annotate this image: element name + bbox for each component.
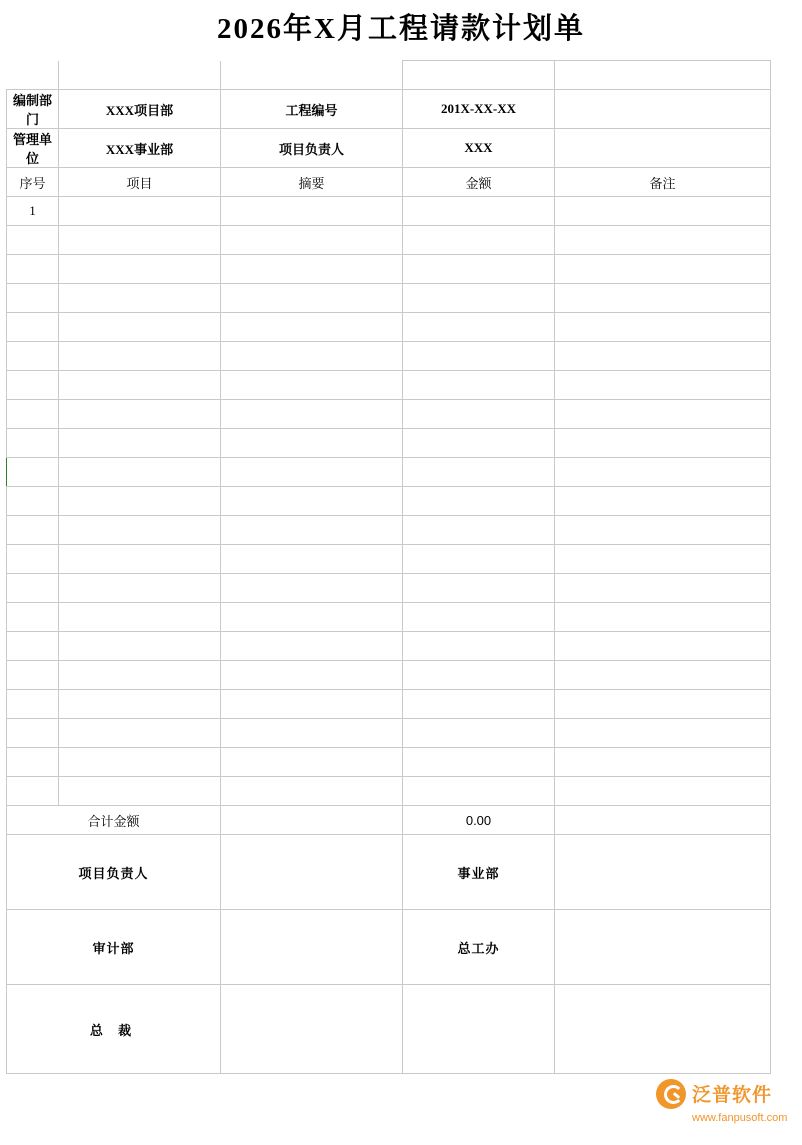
- brand-row: [656, 1079, 772, 1109]
- cell-item[interactable]: [59, 690, 221, 719]
- cell-remark[interactable]: [555, 197, 771, 226]
- cell-remark[interactable]: [555, 516, 771, 545]
- total-row: [7, 806, 771, 835]
- table-row[interactable]: [7, 632, 771, 661]
- info-value-dept: XXX项目部: [59, 90, 221, 129]
- cell-item[interactable]: [59, 197, 221, 226]
- cell-remark[interactable]: [555, 748, 771, 777]
- cell-item[interactable]: [59, 516, 221, 545]
- info-value-project-no: 201X-XX-XX: [403, 90, 555, 129]
- cell-remark[interactable]: [555, 342, 771, 371]
- cell-amount[interactable]: [403, 632, 555, 661]
- cell-amount[interactable]: [403, 429, 555, 458]
- spacer-row: [7, 61, 771, 90]
- cell-amount[interactable]: [403, 574, 555, 603]
- cell-no[interactable]: [7, 516, 59, 545]
- cell-amount[interactable]: [403, 458, 555, 487]
- signature-row: [7, 910, 771, 985]
- cell-remark[interactable]: [555, 632, 771, 661]
- table-row[interactable]: [7, 197, 771, 226]
- cell-summary[interactable]: [221, 603, 403, 632]
- cell-remark[interactable]: [555, 777, 771, 806]
- cell-summary[interactable]: [221, 313, 403, 342]
- cell-summary[interactable]: [221, 284, 403, 313]
- info-row: [7, 129, 771, 168]
- cell-amount[interactable]: [403, 516, 555, 545]
- request-plan-table: [6, 60, 771, 1074]
- cell-item[interactable]: [59, 342, 221, 371]
- table-row[interactable]: [7, 777, 771, 806]
- total-amount: 0.00: [403, 806, 555, 835]
- cell-item[interactable]: [59, 284, 221, 313]
- cell-no[interactable]: [7, 661, 59, 690]
- table-row[interactable]: [7, 342, 771, 371]
- cell-no[interactable]: [7, 719, 59, 748]
- cell-amount[interactable]: [403, 690, 555, 719]
- table-row[interactable]: [7, 371, 771, 400]
- table-row[interactable]: [7, 545, 771, 574]
- table-row[interactable]: [7, 226, 771, 255]
- cell-no[interactable]: [7, 690, 59, 719]
- cell-no[interactable]: [7, 458, 59, 487]
- cell-amount[interactable]: [403, 487, 555, 516]
- cell-amount[interactable]: [403, 255, 555, 284]
- cell-amount[interactable]: [403, 284, 555, 313]
- cell-amount[interactable]: [403, 197, 555, 226]
- cell-item[interactable]: [59, 574, 221, 603]
- cell-summary[interactable]: [221, 458, 403, 487]
- cell-summary[interactable]: [221, 487, 403, 516]
- cell-summary[interactable]: [221, 400, 403, 429]
- signature-president-value[interactable]: [403, 985, 555, 1074]
- cell-no[interactable]: [7, 487, 59, 516]
- cell-no[interactable]: 1: [7, 197, 59, 226]
- cell-item[interactable]: [59, 371, 221, 400]
- cell-no[interactable]: [7, 632, 59, 661]
- cell-summary[interactable]: [221, 342, 403, 371]
- cell-remark[interactable]: [555, 429, 771, 458]
- cell-remark[interactable]: [555, 487, 771, 516]
- cell-no[interactable]: [7, 429, 59, 458]
- column-header-remark: 备注: [555, 168, 771, 197]
- cell-remark[interactable]: [555, 603, 771, 632]
- cell-amount[interactable]: [403, 719, 555, 748]
- brand-url: www.fanpusoft.com: [692, 1111, 788, 1124]
- table-row[interactable]: [7, 487, 771, 516]
- cell-summary[interactable]: [221, 632, 403, 661]
- cell-remark[interactable]: [555, 661, 771, 690]
- cell-item[interactable]: [59, 313, 221, 342]
- cell-item[interactable]: [59, 429, 221, 458]
- table-row[interactable]: [7, 516, 771, 545]
- column-header-item: 项目: [59, 168, 221, 197]
- signature-chief-engineer-office: 总工办: [403, 910, 555, 985]
- cell-amount[interactable]: [403, 342, 555, 371]
- column-header-amount: 金额: [403, 168, 555, 197]
- cell-summary[interactable]: [221, 197, 403, 226]
- cell-no[interactable]: [7, 255, 59, 284]
- cell-no[interactable]: [7, 545, 59, 574]
- cell-item[interactable]: [59, 661, 221, 690]
- cell-summary[interactable]: [221, 516, 403, 545]
- table-row[interactable]: [7, 661, 771, 690]
- brand-name: 泛普软件: [692, 1085, 773, 1106]
- info-label-manager: 项目负责人: [221, 129, 403, 168]
- total-label: 合计金额: [7, 806, 221, 835]
- cell-remark[interactable]: [555, 574, 771, 603]
- cell-amount[interactable]: [403, 226, 555, 255]
- cell-no[interactable]: [7, 342, 59, 371]
- cell-item[interactable]: [59, 487, 221, 516]
- cell-remark[interactable]: [555, 690, 771, 719]
- table-row[interactable]: [7, 748, 771, 777]
- signature-project-manager: 项目负责人: [7, 835, 221, 910]
- table-row-selected[interactable]: [7, 458, 771, 487]
- cell-amount[interactable]: [403, 371, 555, 400]
- table-row[interactable]: [7, 690, 771, 719]
- table-row[interactable]: [7, 429, 771, 458]
- cell-item[interactable]: [59, 458, 221, 487]
- info-value-manager: XXX: [403, 129, 555, 168]
- cell-amount[interactable]: [403, 748, 555, 777]
- cell-remark[interactable]: [555, 371, 771, 400]
- cell-amount[interactable]: [403, 400, 555, 429]
- cell-item[interactable]: [59, 400, 221, 429]
- page-title: 2026年X月工程请款计划单: [217, 13, 585, 45]
- cell-remark[interactable]: [555, 255, 771, 284]
- cell-summary[interactable]: [221, 719, 403, 748]
- info-label-dept: 编制部门: [7, 90, 59, 129]
- cell-summary[interactable]: [221, 429, 403, 458]
- cell-item[interactable]: [59, 603, 221, 632]
- cell-summary[interactable]: [221, 545, 403, 574]
- info-label-project-no: 工程编号: [221, 90, 403, 129]
- cell-remark[interactable]: [555, 719, 771, 748]
- signature-row: [7, 835, 771, 910]
- cell-summary[interactable]: [221, 574, 403, 603]
- cell-no[interactable]: [7, 603, 59, 632]
- cell-summary[interactable]: [221, 255, 403, 284]
- cell-item[interactable]: [59, 719, 221, 748]
- cell-no[interactable]: [7, 777, 59, 806]
- table-header-row: [7, 168, 771, 197]
- cell-no[interactable]: [7, 574, 59, 603]
- table-row[interactable]: [7, 400, 771, 429]
- cell-item[interactable]: [59, 632, 221, 661]
- cell-amount[interactable]: [403, 777, 555, 806]
- cell-item[interactable]: [59, 545, 221, 574]
- cell-item[interactable]: [59, 748, 221, 777]
- table-row[interactable]: [7, 603, 771, 632]
- cell-summary[interactable]: [221, 777, 403, 806]
- cell-summary[interactable]: [221, 371, 403, 400]
- column-header-no: 序号: [7, 168, 59, 197]
- cell-item[interactable]: [59, 777, 221, 806]
- cell-amount[interactable]: [403, 313, 555, 342]
- cell-remark[interactable]: [555, 284, 771, 313]
- cell-remark[interactable]: [555, 458, 771, 487]
- signature-audit-dept: 审计部: [7, 910, 221, 985]
- cell-remark[interactable]: [555, 313, 771, 342]
- table-row[interactable]: [7, 719, 771, 748]
- brand-watermark: [656, 1075, 788, 1127]
- fanpu-logo-icon: [656, 1079, 686, 1109]
- info-value-unit: XXX事业部: [59, 129, 221, 168]
- cell-amount[interactable]: [403, 545, 555, 574]
- table-row[interactable]: [7, 313, 771, 342]
- cell-amount[interactable]: [403, 603, 555, 632]
- signature-row: [7, 985, 771, 1074]
- cell-no[interactable]: [7, 284, 59, 313]
- column-header-summary: 摘要: [221, 168, 403, 197]
- cell-item[interactable]: [59, 226, 221, 255]
- cell-remark[interactable]: [555, 545, 771, 574]
- signature-president: 总 裁: [7, 985, 221, 1074]
- info-row: [7, 90, 771, 129]
- cell-no[interactable]: [7, 371, 59, 400]
- info-label-unit: 管理单位: [7, 129, 59, 168]
- cell-summary[interactable]: [221, 748, 403, 777]
- cell-no[interactable]: [7, 313, 59, 342]
- cell-remark[interactable]: [555, 226, 771, 255]
- cell-item[interactable]: [59, 255, 221, 284]
- table-row[interactable]: [7, 255, 771, 284]
- cell-no[interactable]: [7, 226, 59, 255]
- cell-summary[interactable]: [221, 690, 403, 719]
- signature-business-unit: 事业部: [403, 835, 555, 910]
- table-row[interactable]: [7, 574, 771, 603]
- cell-no[interactable]: [7, 748, 59, 777]
- cell-summary[interactable]: [221, 226, 403, 255]
- table-row[interactable]: [7, 284, 771, 313]
- cell-remark[interactable]: [555, 400, 771, 429]
- cell-summary[interactable]: [221, 661, 403, 690]
- cell-no[interactable]: [7, 400, 59, 429]
- cell-amount[interactable]: [403, 661, 555, 690]
